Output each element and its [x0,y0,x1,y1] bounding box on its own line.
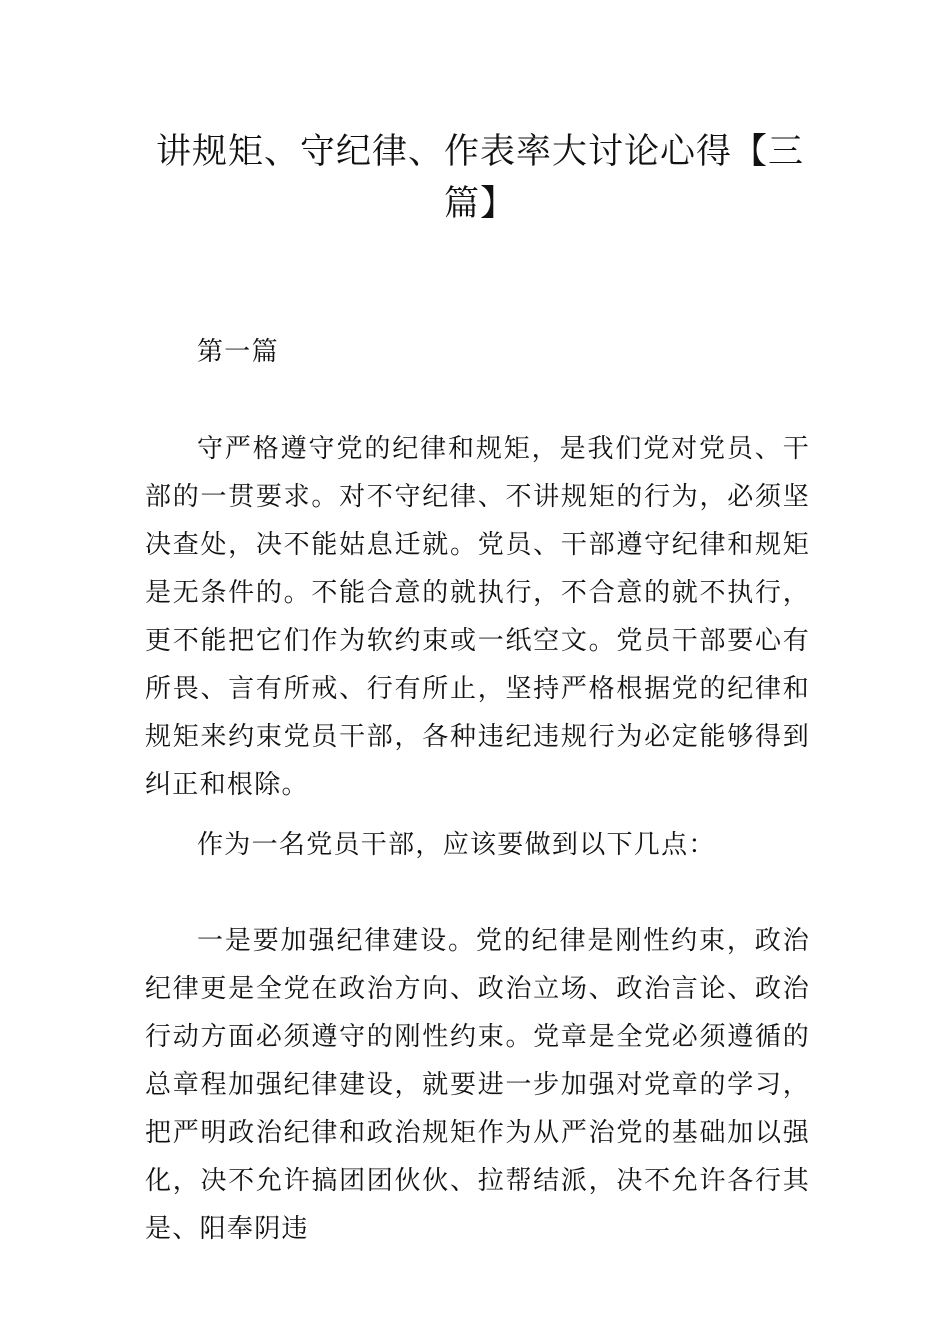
paragraph: 守严格遵守党的纪律和规矩，是我们党对党员、干部的一贯要求。对不守纪律、不讲规矩的行为，必须坚决查处，决不能姑息迁就。党员、干部遵守纪律和规矩是无条件的。不能合意的就执行，不合意的就不执行，更不能把它们作为软约束或一纸空文。党员干部要心有所畏、言有所戒、行有所止，坚持严格根据党的纪律和规矩来约束党员干部，各种违纪违规行为必定能够得到纠正和根除。 [145,434,810,800]
section-label: 第一篇 [197,337,279,367]
paragraph: 一是要加强纪律建设。党的纪律是刚性约束，政治纪律更是全党在政治方向、政治立场、政治言论、政治行动方面必须遵守的刚性约束。党章是全党必须遵循的总章程加强纪律建设，就要进一步加强对党章的学习，把严明政治纪律和政治规矩作为从严治党的基础加以强化，决不允许搞团团伙伙、拉帮结派，决不允许各行其是、阳奉阴违 [145,926,810,1244]
document-title: 讲规矩、守纪律、作表率大讨论心得【三篇】 [155,132,804,224]
paragraph: 作为一名党员干部，应该要做到以下几点： [197,830,716,860]
